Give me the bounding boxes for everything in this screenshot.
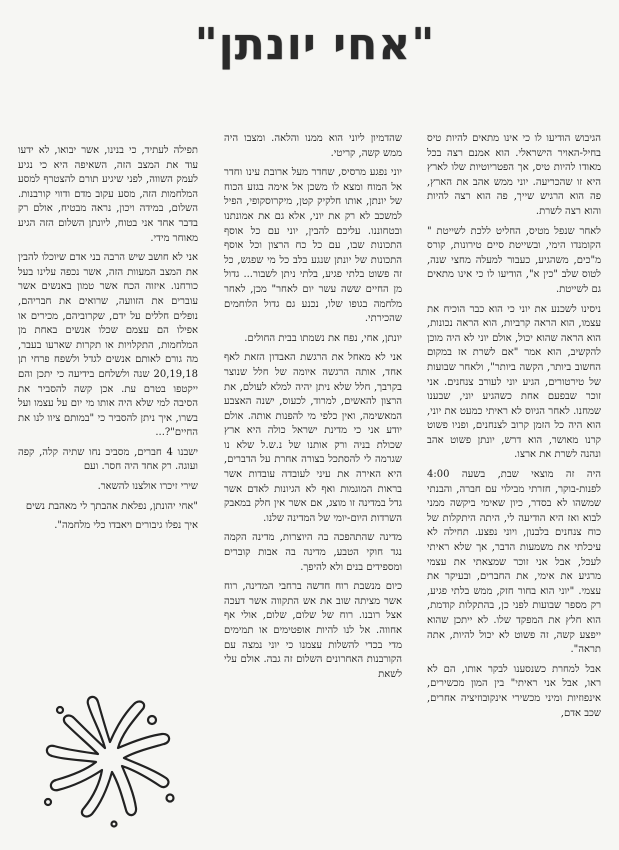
paragraph: אני לא מאחל את הרגשת האבדון הזאת לאף אחד, אותה הרגשה איומה של חלל שנוצר בקרבך, חלל שלא ניתן יהיה למלא לעולם, את הרצון להאשים, למרוד, לכעוס, ישנה האצבע המאשימה, ואין כלפי מי להפנות אותה. אולם יודע אני כי מדינת ישראל כולה היא ארץ שכולת בניה ורק אותנו של נ.ש.ל שלא נו שגרמה לי להסתכל בצורה אחרת על הדברים, היא האירה את עיני לעובדה עובדות אשר בראות המוגמות ואף לא הגיונות לאדם אשר גדל במדינה זו מוצג, אם אשר אין חלק במאבק השרדות היום-יומי של המדינה שלנו.: [224, 352, 402, 524]
paragraph: יוני נפגע מרסיס, שחדר מעל ארובת עינו וחדר אל המוח ומצא לו משכן אל אימה בגזע הכוח של יונתן, אותו חלקיק קטן, מיקרוסקופי, הפיל למשכב לא רק את יוני, אלא גם את אמונתנו ובטחוננו. עליכם להבין, יוני עם כל אוסף התכונות שבו, עם כל כח הרצון וכל אוסף התכונות של יונתן שנגע בלב כל מי שפגש, כל זה פשוט בלתי פגיע, בלתי ניתן לשבור... גדול מן החיים ששה עשר יום לאחר" מכן, לאחר מלחמה בגופו שלו, נכנע גם גדול הלוחמים שהכירתי.: [224, 167, 402, 325]
column-middle: [224, 132, 402, 842]
paragraph: יונתן, אחי, נפח את נשמתו בבית החולים.: [244, 332, 402, 344]
ink-splat-illustration: [30, 690, 180, 830]
paragraph: היה זה מוצאי שבת, בשעה 4:00 לפנות-בוקר, חזרתי מבילוי עם חברה, והבנתי שמשהו לא בסדר, כיון שאימי ביקשה ממני לבוא ואז היא הודיעה לי, היתה היתקלות של כוח צנחנים בלבנון, ויוני נפצע. תחילה לא עיכלתי את משמעות הדבר, אך שלא ראיתי לעכל, אבל אני זוכר שמצאתי את עצמי מרגיע את אימי, את החברים, ובעיקר את עצמי. "יוני הוא בחור חזק, ממש בלתי פגיע, רק מספר שבועות לפני כן, בהתקלות קודמת, הוא חלץ את המפקד שלו. לא ייתכן שהוא ייפצע קשה, זה פשוט לא יכול להיות, אתה תראה".: [427, 469, 601, 656]
paragraph: אני לא חושב שיש הרבה בני אדם שיוכלו להבין את המצב המעוות הזה, אשר נכפה עלינו בעל כורחנו. איזוה הכח אשר טמון באנשים אשר עוברים את הזוועה, שרואים את חבריהם, נופלים חללים על ידם, שקרוביהם, מכירים או אפילו הם עצמם שכלו אנשים באחת מן המלחמות, התקלויות או תקרות שארעו בעבר, מה גורם לאותם אנשים לגדל ולשפח פרחי תן 20,19,18 שנה ולשלחם בידיעה כי יתכן והם ייקטפו בטרם עת. אכן קשה להסביר את הסיבה למי שלא היה אותו מי יום על עצמו ועל בשרו, איך ניתן להסביר כי "במותם ציוו לנו את החיים"?...: [18, 252, 198, 439]
paragraph: מדינה שהתהפכה בה היוצרות, מדינה הקמה נגד חוקי הטבע, מדינה בה אבות קוברים ומספידים בנים ולא להיפך.: [224, 532, 402, 573]
paragraph: ניסינו לשכנע את יוני כי הוא כבר הוכיח את עצמו, הוא הראה קרביות, הוא הראה נכונות, הוא הראה שהוא יכול, אולם יוני לא היה מוכן להקשיב, הוא אמר "אם לשרת אז במקום החשוב ביותר, הקשה ביותר", ולאחר שבועות של טירטורים, הגיע יוני לעורב צנחנים. אני זוכר שבפעם אחת כשהגיע יוני, שבענו שמחנו. לאחר הגיוס לא ראיתי כמעט את יוני, הוא היה כל הזמן קרוב לצנחנים, ופניו פשוט קרנו מאושר, הוא דרש, יונתן פשוט אהב ונהנה לשרת את ארצו.: [427, 303, 601, 461]
paragraph: שירי זיכרו אולצנו להשאר.: [97, 481, 198, 493]
column-right: [427, 132, 601, 842]
paragraph: ישבנו 4 חברים, מסביב נחו שתיה קלה, קפה ועוגה. רק אחד היה חסר. ועם: [18, 446, 198, 473]
paragraph: תפילה לעתיד, כי בנינו, אשר יבואו, לא ידעו עוד את המצב הזה, השאיפה היא כי נגיע לעמק השווה, לפני שיגיע תורם להצטרף למסע המלחמות הזה, מסע עקוב מדם ודווי קורבנות. השלום, במידה ויכון, נראה מבטיח, אולם רק בדבר אחד אני בטוח, ליונתן השלום הזה הגיע מאוחר מידי.: [18, 145, 198, 244]
paragraph: לאחר שנפל מטיס, החליט ללכת לשייטת " הקומנדו הימי, ובשייטת סיים טירונות, קורס מ"כים, משהגיע, כעבור למעלה מחצי שנה, לטוס שלב "כין א", הודיעו לו כי אינו מתאים גם לשייטת.: [427, 225, 601, 295]
paragraph: אבל למחרת כשנסענו לבקר אותו, הם לא ראו, אבל אני ראיתי" בין המון מכשירים, אינפוזיות ומיני מכשירי אינקובוזיציה אחרים, שכב אדם,: [427, 663, 601, 719]
paragraph: שהדמיון ליוני הוא ממנו והלאה. ומצבו היה ממש קשה, קריטי.: [224, 133, 402, 159]
article-title: "אחי יונתן": [194, 19, 436, 70]
paragraph: כיום מנשבת רוח חדשה ברחבי המדינה, רוח אשר מציתה שוב את אש התקווה אשר דעכה אצל רובנו. רוח של שלום, שלום, אולי אף אחווה. אל לנו להיות אופטימים או תמימים מדי בכדי להשלות עצמנו כי יוני נמצה עם הקורבנות האחרונים השלום זה גבה. אולם עלי לשאת: [224, 581, 402, 680]
paragraph: הגיבוש הודיעו לו כי אינו מתאים להיות טיס בחיל-האויר הישראלי. הוא אמנם רצה בכל מאודו להיות טיס, אך הפטריוטיות שלו לארץ היא זו שהכריעה. יוני ממש אהב את הארץ, פה הוא הרגיש שייך, פה הוא רצה להיות והוא רצה לשרת.: [427, 133, 601, 217]
paragraph: איך נפלו גיבורים ויאבדו כלי מלחמה".: [54, 520, 198, 532]
column-left: [18, 144, 198, 684]
paragraph: "אחי יהונתן, נפלאת אהבתך לי מאהבת נשים: [25, 500, 198, 512]
